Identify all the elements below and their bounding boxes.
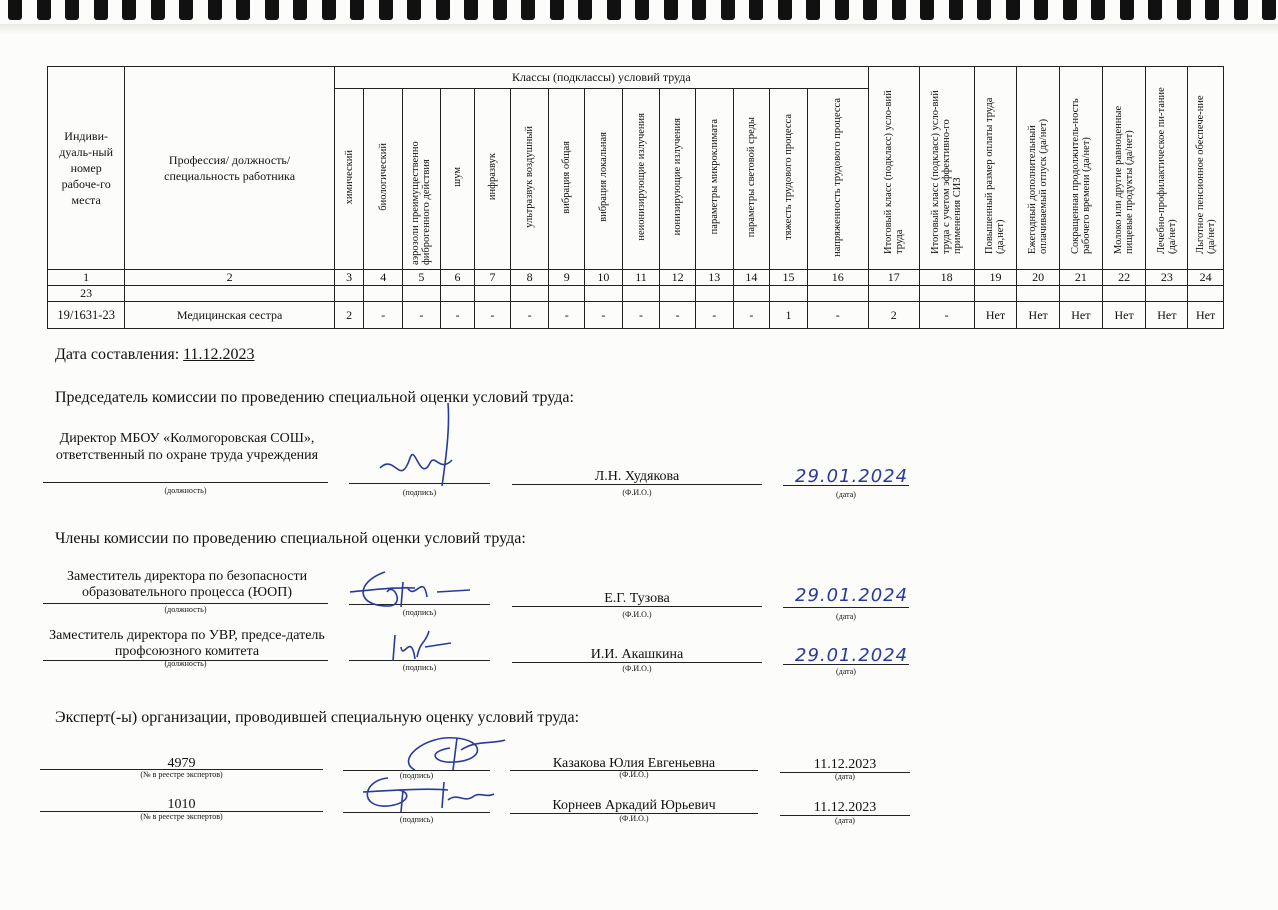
row-value: Нет bbox=[1102, 302, 1146, 329]
header-factor-9: неионизирующие излучения bbox=[622, 89, 660, 270]
caption-reg: (№ в реестре экспертов) bbox=[140, 770, 223, 779]
binding-ring-icon bbox=[977, 0, 991, 20]
column-number: 17 bbox=[868, 270, 919, 286]
date-value: 11.12.2023 bbox=[183, 346, 255, 363]
header-summary-2: Итоговый класс (подкласс) усло-вий труда с учетом эффективно-го применения СИЗ bbox=[919, 67, 974, 270]
header-workplace-id: Индиви-дуаль-ный номер рабоче-го места bbox=[48, 67, 125, 270]
member-1-position: Заместитель директора по безопасности образовательного процесса (ЮОП) bbox=[66, 569, 308, 600]
binding-ring-icon bbox=[949, 0, 963, 20]
row-value: - bbox=[549, 302, 585, 329]
row-value: 1 bbox=[770, 302, 808, 329]
row-value: - bbox=[440, 302, 475, 329]
row-value: 2 bbox=[334, 302, 364, 329]
column-number: 22 bbox=[1102, 270, 1146, 286]
member-1-signature-icon bbox=[345, 562, 475, 617]
header-summary-6: Молоко или другие равноценные пищевые продукты (да/нет) bbox=[1102, 67, 1146, 270]
column-number: 23 bbox=[1146, 270, 1188, 286]
binding-ring-icon bbox=[806, 0, 820, 20]
header-factor-14: напряженность трудового процесса bbox=[807, 89, 868, 270]
row-value: - bbox=[919, 302, 974, 329]
row-value: - bbox=[585, 302, 623, 329]
binding-ring-icon bbox=[94, 0, 108, 20]
row-value: Нет bbox=[974, 302, 1017, 329]
column-number: 4 bbox=[364, 270, 403, 286]
row-profession: Медицинская сестра bbox=[125, 302, 335, 329]
binding-ring-icon bbox=[778, 0, 792, 20]
date-line bbox=[55, 346, 255, 364]
column-number: 19 bbox=[974, 270, 1017, 286]
binding-ring-icon bbox=[407, 0, 421, 20]
column-number: 16 bbox=[807, 270, 868, 286]
member-2-signature-icon bbox=[385, 625, 455, 670]
binding-ring-icon bbox=[1034, 0, 1048, 20]
header-summary-7: Лечебно-профилактическое пи-тание (да/нет) bbox=[1146, 67, 1188, 270]
binding-ring-icon bbox=[179, 0, 193, 20]
binding-ring-icon bbox=[863, 0, 877, 20]
caption-position: (должность) bbox=[164, 486, 207, 495]
caption-date: (дата) bbox=[836, 612, 856, 621]
header-factor-4: шум bbox=[440, 89, 475, 270]
table-row bbox=[48, 302, 1224, 329]
chair-heading: Председатель комиссии по проведению специальной оценки условий труда: bbox=[55, 389, 574, 406]
binding-ring-icon bbox=[236, 0, 250, 20]
binding-ring-icon bbox=[1205, 0, 1219, 20]
column-number: 7 bbox=[475, 270, 511, 286]
header-factor-2: биологический bbox=[364, 89, 403, 270]
column-number: 10 bbox=[585, 270, 623, 286]
column-number: 20 bbox=[1017, 270, 1060, 286]
expert-2-signature-icon bbox=[358, 770, 498, 815]
row-value: - bbox=[695, 302, 733, 329]
binding-ring-icon bbox=[920, 0, 934, 20]
binding-ring-icon bbox=[892, 0, 906, 20]
expert-2-date: 11.12.2023 bbox=[813, 800, 877, 815]
binding-ring-icon bbox=[8, 0, 22, 20]
binding-ring-icon bbox=[749, 0, 763, 20]
binding-ring-icon bbox=[1234, 0, 1248, 20]
column-number: 1 bbox=[48, 270, 125, 286]
header-summary-3: Повышенный размер оплаты труда (да,нет) bbox=[974, 67, 1017, 270]
binding-ring-icon bbox=[350, 0, 364, 20]
caption-fio: (Ф.И.О.) bbox=[619, 814, 649, 823]
caption-fio: (Ф.И.О.) bbox=[622, 488, 652, 497]
row-value: 2 bbox=[868, 302, 919, 329]
experts-heading: Эксперт(-ы) организации, проводившей специальную оценку условий труда: bbox=[55, 709, 580, 726]
header-factor-5: инфразвук bbox=[475, 89, 511, 270]
binding-ring-icon bbox=[1148, 0, 1162, 20]
header-factor-8: вибрация локальная bbox=[585, 89, 623, 270]
expert-1-name: Казакова Юлия Евгеньевна bbox=[552, 756, 716, 771]
caption-signature: (подпись) bbox=[399, 815, 434, 824]
group-row bbox=[48, 286, 1224, 302]
binding-ring-icon bbox=[1120, 0, 1134, 20]
column-number: 21 bbox=[1060, 270, 1103, 286]
caption-position: (должность) bbox=[164, 659, 207, 668]
caption-fio: (Ф.И.О.) bbox=[619, 770, 649, 779]
member-1-name: Е.Г. Тузова bbox=[604, 591, 670, 606]
working-conditions-table bbox=[47, 66, 1224, 329]
column-number: 15 bbox=[770, 270, 808, 286]
header-factor-11: параметры микроклимата bbox=[695, 89, 733, 270]
row-value: Нет bbox=[1146, 302, 1188, 329]
header-factor-12: параметры световой среды bbox=[733, 89, 770, 270]
member-2-date: 29.01.2024 bbox=[795, 645, 909, 666]
header-factor-10: ионизирующие излучения bbox=[660, 89, 696, 270]
binding-ring-icon bbox=[1177, 0, 1191, 20]
spiral-binding bbox=[0, 0, 1278, 24]
header-summary-5: Сокращенная продолжитель-ность рабочего времени (да/нет) bbox=[1060, 67, 1103, 270]
binding-ring-icon bbox=[65, 0, 79, 20]
binding-ring-icon bbox=[493, 0, 507, 20]
binding-ring-icon bbox=[1006, 0, 1020, 20]
header-summary-1: Итоговый класс (подкласс) усло-вий труда bbox=[868, 67, 919, 270]
binding-ring-icon bbox=[607, 0, 621, 20]
binding-ring-icon bbox=[322, 0, 336, 20]
caption-signature: (подпись) bbox=[399, 771, 434, 780]
caption-signature: (подпись) bbox=[402, 608, 437, 617]
header-factor-1: химический bbox=[334, 89, 364, 270]
binding-ring-icon bbox=[122, 0, 136, 20]
header-factor-7: вибрация общая bbox=[549, 89, 585, 270]
binding-ring-icon bbox=[1063, 0, 1077, 20]
binding-ring-icon bbox=[265, 0, 279, 20]
member-2-position: Заместитель директора по УВР, предсе-датель профсоюзного комитета bbox=[49, 628, 325, 659]
header-factor-13: тяжесть трудового процесса bbox=[770, 89, 808, 270]
group-row-label: 23 bbox=[48, 286, 125, 302]
header-summary-4: Ежегодный дополнительный оплачиваемый отпуск (да/нет) bbox=[1017, 67, 1060, 270]
binding-ring-icon bbox=[1091, 0, 1105, 20]
column-number: 11 bbox=[622, 270, 660, 286]
binding-ring-icon bbox=[208, 0, 222, 20]
column-number: 13 bbox=[695, 270, 733, 286]
row-value: - bbox=[510, 302, 549, 329]
caption-signature: (подпись) bbox=[402, 488, 437, 497]
caption-date: (дата) bbox=[835, 772, 855, 781]
row-value: - bbox=[475, 302, 511, 329]
column-number: 18 bbox=[919, 270, 974, 286]
row-workplace-id: 19/1631-23 bbox=[48, 302, 125, 329]
header-factor-6: ультразвук воздушный bbox=[510, 89, 549, 270]
column-number: 3 bbox=[334, 270, 364, 286]
member-1-date: 29.01.2024 bbox=[795, 585, 909, 606]
row-value: Нет bbox=[1017, 302, 1060, 329]
members-heading: Члены комиссии по проведению специальной оценки условий труда: bbox=[55, 530, 526, 547]
binding-ring-icon bbox=[151, 0, 165, 20]
row-value: - bbox=[733, 302, 770, 329]
row-value: - bbox=[660, 302, 696, 329]
row-value: - bbox=[807, 302, 868, 329]
chair-date: 29.01.2024 bbox=[795, 466, 909, 487]
chair-position: Директор МБОУ «Колмогоровская СОШ», ответственный по охране труда учреждения bbox=[55, 431, 319, 463]
binding-ring-icon bbox=[578, 0, 592, 20]
caption-date: (дата) bbox=[835, 816, 855, 825]
caption-fio: (Ф.И.О.) bbox=[622, 664, 652, 673]
page-edge-shadow bbox=[0, 24, 1278, 34]
column-number: 12 bbox=[660, 270, 696, 286]
binding-ring-icon bbox=[436, 0, 450, 20]
row-value: - bbox=[364, 302, 403, 329]
column-number: 14 bbox=[733, 270, 770, 286]
binding-ring-icon bbox=[550, 0, 564, 20]
chair-signature-icon bbox=[370, 398, 470, 493]
column-number: 8 bbox=[510, 270, 549, 286]
caption-position: (должность) bbox=[164, 605, 207, 614]
binding-ring-icon bbox=[692, 0, 706, 20]
row-value: - bbox=[622, 302, 660, 329]
binding-ring-icon bbox=[835, 0, 849, 20]
binding-ring-icon bbox=[464, 0, 478, 20]
caption-fio: (Ф.И.О.) bbox=[622, 610, 652, 619]
column-numbers-row bbox=[48, 270, 1224, 286]
caption-date: (дата) bbox=[836, 490, 856, 499]
row-value: Нет bbox=[1188, 302, 1224, 329]
caption-signature: (подпись) bbox=[402, 663, 437, 672]
column-number: 5 bbox=[403, 270, 441, 286]
binding-ring-icon bbox=[1262, 0, 1276, 20]
header-factor-3: аэрозоли преимущественно фиброгенного действия bbox=[403, 89, 441, 270]
binding-ring-icon bbox=[635, 0, 649, 20]
column-number: 24 bbox=[1188, 270, 1224, 286]
header-profession: Профессия/ должность/ специальность работника bbox=[125, 67, 335, 270]
date-label: Дата составления: bbox=[55, 346, 180, 363]
binding-ring-icon bbox=[379, 0, 393, 20]
header-summary-8: Льготное пенсионное обеспече-ние (да/нет) bbox=[1188, 67, 1224, 270]
binding-ring-icon bbox=[664, 0, 678, 20]
binding-ring-icon bbox=[521, 0, 535, 20]
expert-1-reg: 4979 bbox=[167, 756, 196, 771]
caption-date: (дата) bbox=[836, 667, 856, 676]
header-classes: Классы (подклассы) условий труда bbox=[334, 67, 868, 89]
binding-ring-icon bbox=[37, 0, 51, 20]
caption-reg: (№ в реестре экспертов) bbox=[140, 812, 223, 821]
binding-ring-icon bbox=[721, 0, 735, 20]
expert-1-date: 11.12.2023 bbox=[813, 757, 877, 772]
column-number: 6 bbox=[440, 270, 475, 286]
expert-2-name: Корнеев Аркадий Юрьевич bbox=[552, 798, 716, 813]
expert-2-reg: 1010 bbox=[167, 797, 196, 812]
chair-name: Л.Н. Худякова bbox=[594, 469, 680, 484]
column-number: 2 bbox=[125, 270, 335, 286]
binding-ring-icon bbox=[293, 0, 307, 20]
row-value: Нет bbox=[1060, 302, 1103, 329]
column-number: 9 bbox=[549, 270, 585, 286]
row-value: - bbox=[403, 302, 441, 329]
member-2-name: И.И. Акашкина bbox=[590, 647, 684, 662]
